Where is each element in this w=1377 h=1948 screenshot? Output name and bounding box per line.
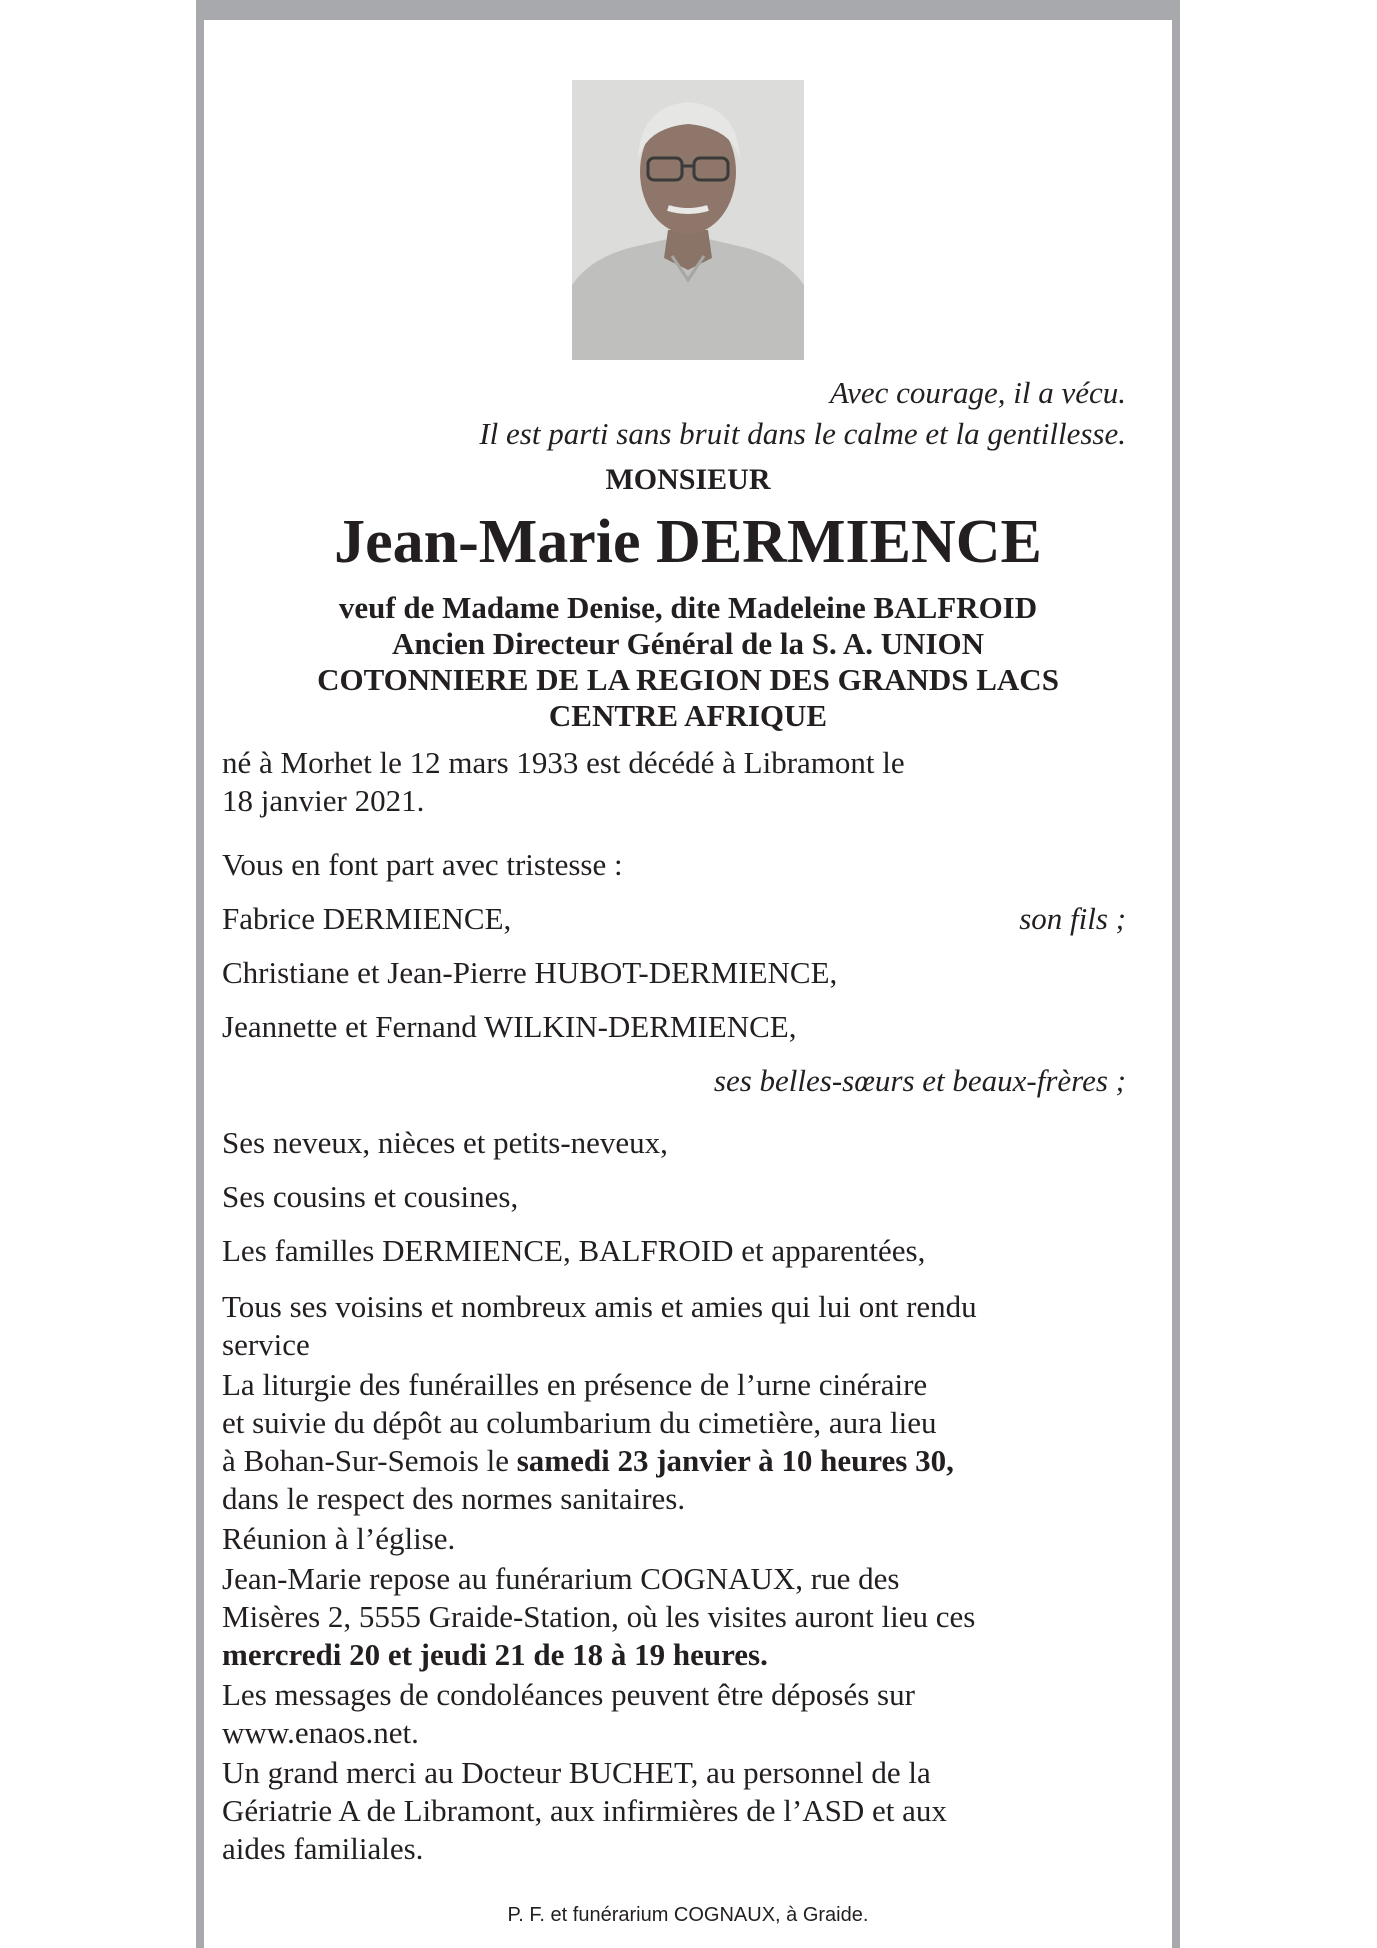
family-neighbors-1: Tous ses voisins et nombreux amis et amies qui lui ont rendu	[222, 1289, 977, 1324]
visit-dates: mercredi 20 et jeudi 21 de 18 à 19 heures.	[222, 1637, 768, 1672]
notice-frame	[196, 0, 1180, 1948]
family-neighbors-2: service	[222, 1327, 310, 1362]
funeral-home-credit: P. F. et funérarium COGNAUX, à Graide.	[507, 1904, 869, 1926]
subtitle-line-2: Ancien Directeur Général de la S. A. UNION	[391, 626, 985, 661]
liturgy-date: samedi 23 janvier à 10 heures 30,	[516, 1443, 954, 1478]
liturgy-place: à Bohan-Sur-Semois le	[222, 1443, 517, 1478]
visit-line-2: Misères 2, 5555 Graide-Station, où les visites auront lieu ces	[222, 1599, 976, 1634]
condolences-line-2: www.enaos.net.	[222, 1715, 419, 1750]
reunion-text: Réunion à l’église.	[222, 1521, 456, 1556]
family-inlaws-2: Jeannette et Fernand WILKIN-DERMIENCE,	[222, 1009, 797, 1044]
family-son-relation: son fils ;	[1019, 901, 1126, 936]
liturgy-line-4: dans le respect des normes sanitaires.	[222, 1481, 686, 1516]
subtitle-line-1: veuf de Madame Denise, dite Madeleine BALFROID	[338, 590, 1038, 625]
liturgy-line-2: et suivie du dépôt au columbarium du cimetière, aura lieu	[222, 1405, 937, 1440]
family-families: Les familles DERMIENCE, BALFROID et apparentées,	[222, 1233, 926, 1268]
thanks-line-3: aides familiales.	[222, 1831, 424, 1866]
condolences-line-1: Les messages de condoléances peuvent être déposés sur	[222, 1677, 915, 1712]
family-inlaws-relation: ses belles-sœurs et beaux-frères ;	[713, 1063, 1126, 1098]
liturgy-line-1: La liturgie des funérailles en présence de l’urne cinéraire	[222, 1367, 928, 1402]
visit-line-1: Jean-Marie repose au funérarium COGNAUX, rue des	[222, 1561, 900, 1596]
portrait-photo	[572, 80, 804, 360]
family-son: Fabrice DERMIENCE,	[222, 901, 512, 936]
notice-card	[204, 20, 1172, 1948]
family-cousins: Ses cousins et cousines,	[222, 1179, 519, 1214]
liturgy-line-3	[222, 1442, 954, 1480]
announcement: Vous en font part avec tristesse :	[222, 847, 623, 882]
quote-line-1: Avec courage, il a vécu.	[829, 375, 1126, 410]
birth-death-line-1: né à Morhet le 12 mars 1933 est décédé à Libramont le	[222, 745, 905, 780]
family-inlaws-1: Christiane et Jean-Pierre HUBOT-DERMIENCE,	[222, 955, 838, 990]
family-nephews: Ses neveux, nièces et petits-neveux,	[222, 1125, 668, 1160]
subtitle-line-3: COTONNIERE DE LA REGION DES GRANDS LACS	[317, 662, 1059, 697]
thanks-line-2: Gériatrie A de Libramont, aux infirmières de l’ASD et aux	[222, 1793, 947, 1828]
quote-line-2: Il est parti sans bruit dans le calme et la gentillesse.	[479, 416, 1126, 451]
thanks-line-1: Un grand merci au Docteur BUCHET, au personnel de la	[222, 1755, 931, 1790]
honorific: MONSIEUR	[605, 463, 771, 496]
deceased-name: Jean-Marie DERMIENCE	[334, 508, 1042, 576]
birth-death-line-2: 18 janvier 2021.	[222, 783, 425, 818]
subtitle-line-4: CENTRE AFRIQUE	[548, 698, 828, 733]
